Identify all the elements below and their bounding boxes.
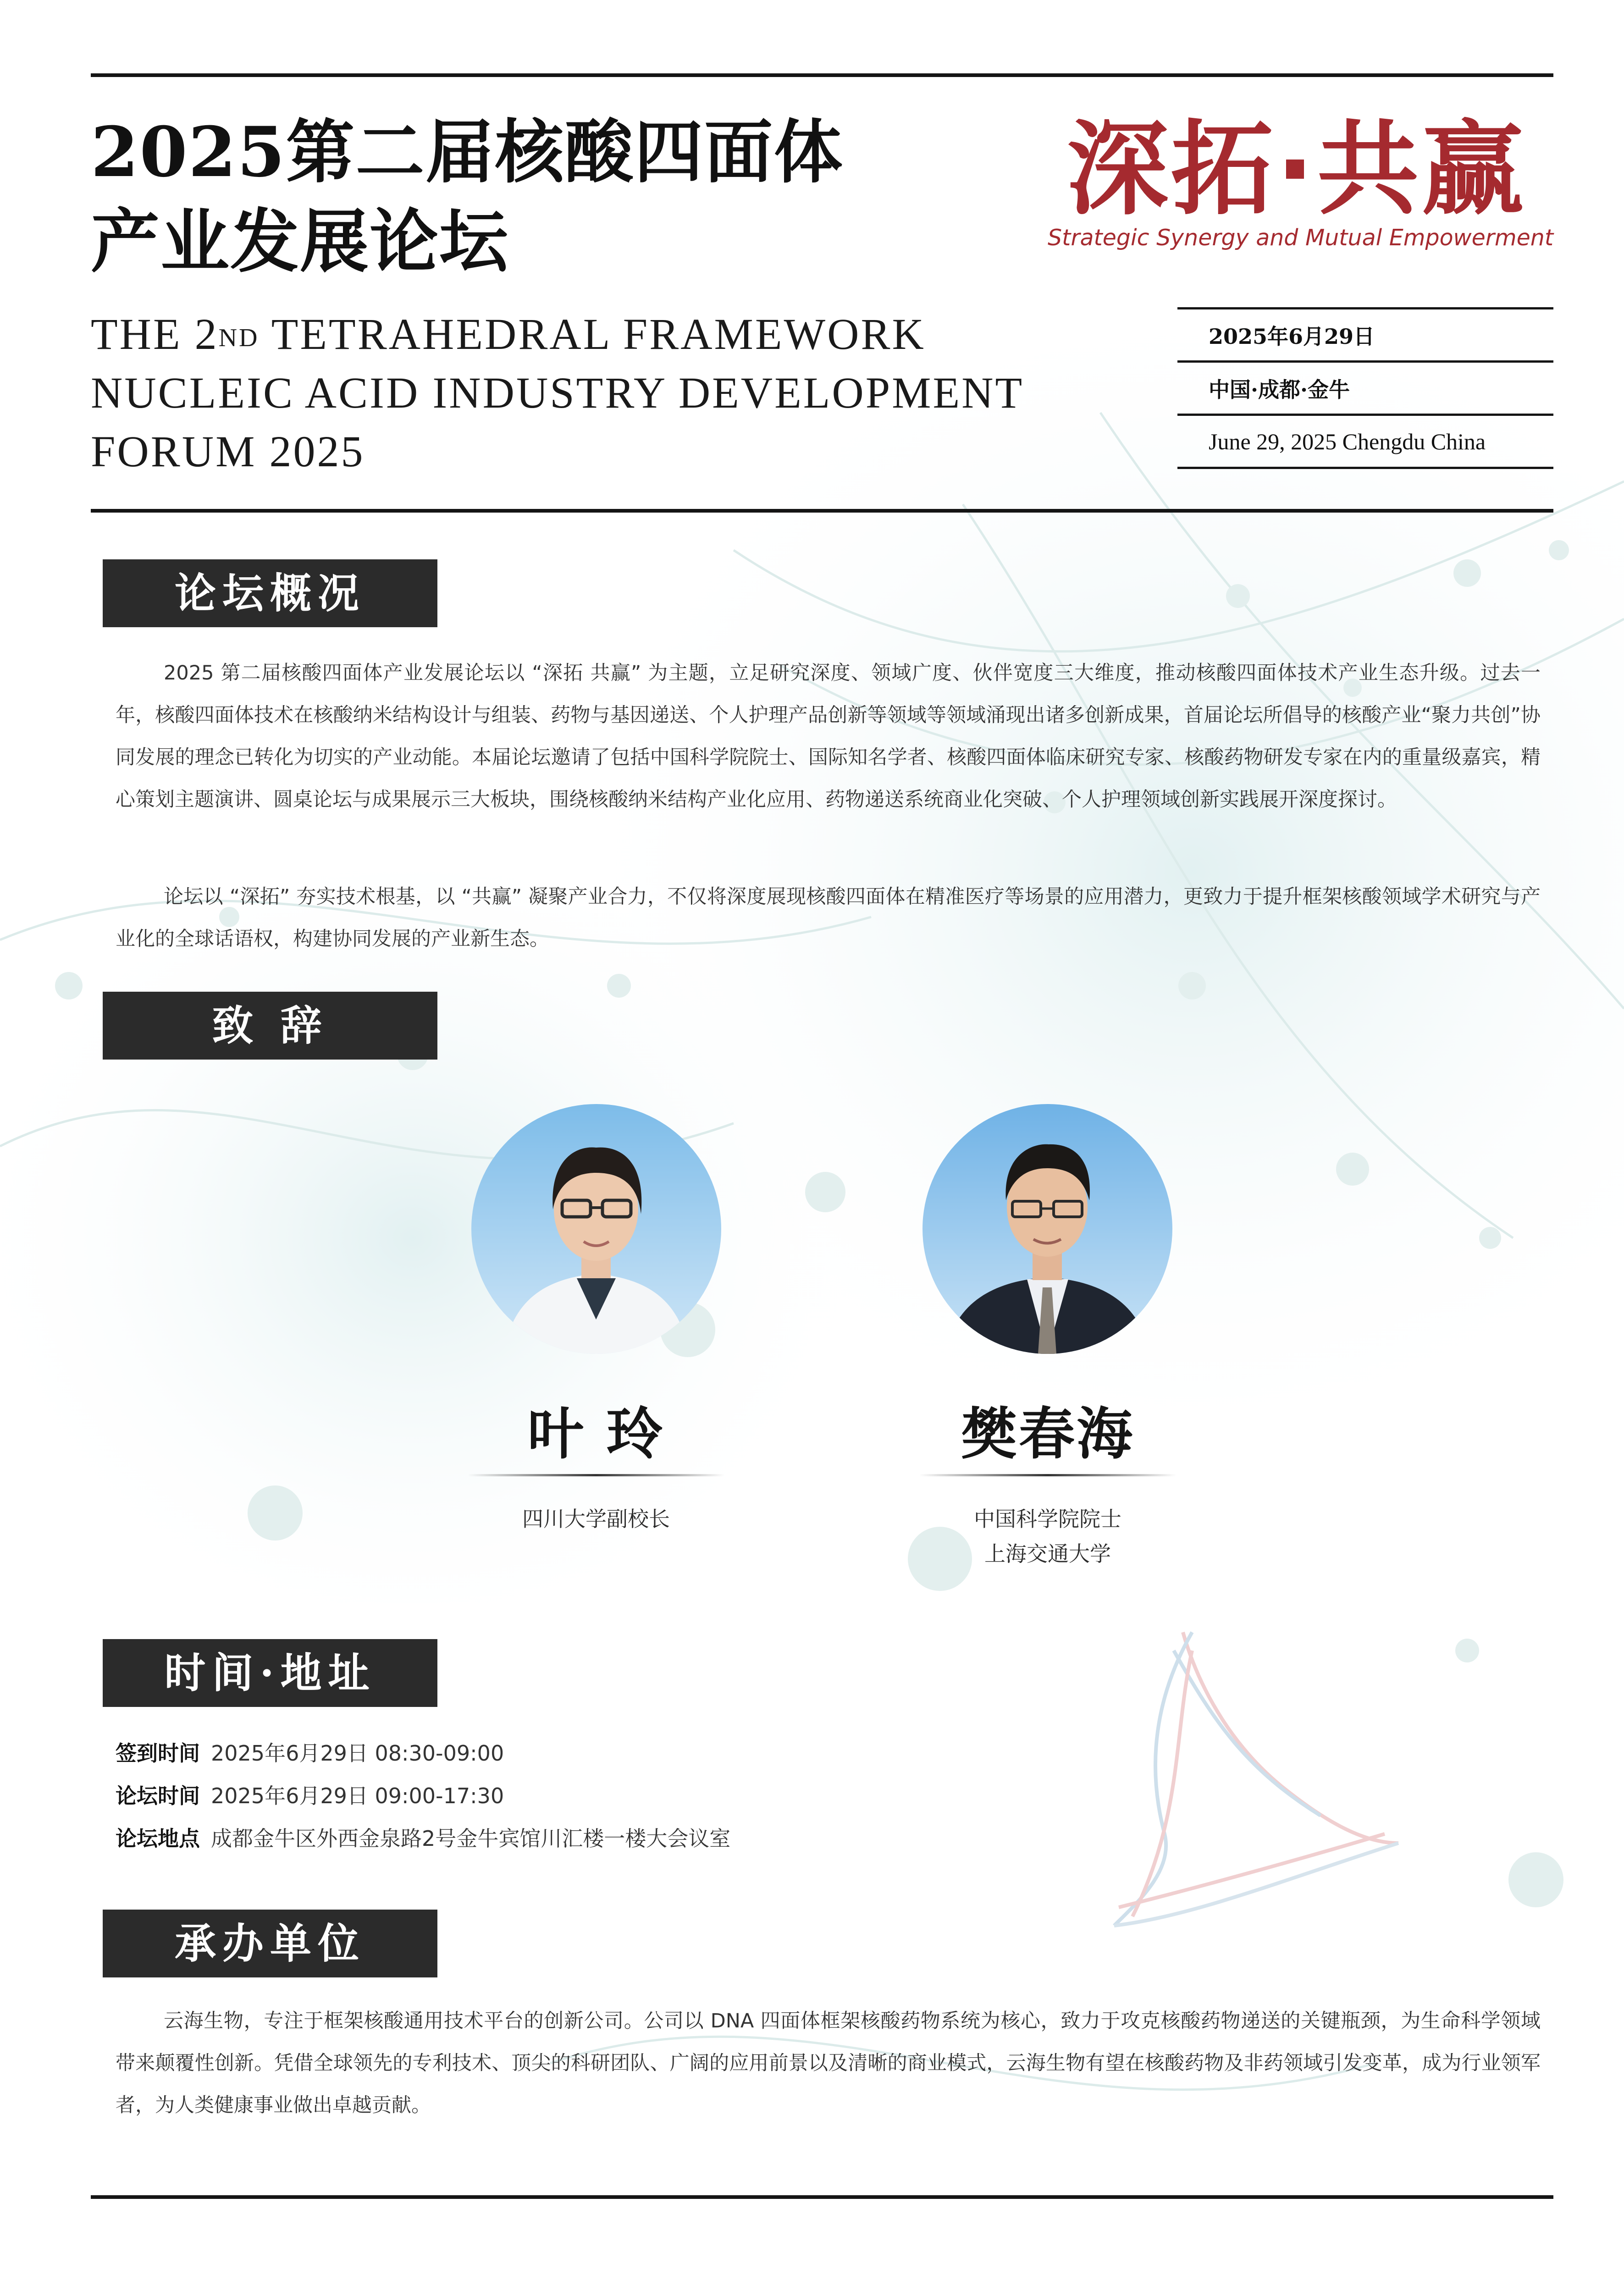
speaker-name: 樊春海 <box>961 1401 1134 1467</box>
speaker-name: 叶 玲 <box>527 1401 665 1467</box>
header-bottom-rule <box>91 509 1553 513</box>
speaker-divider <box>468 1474 724 1476</box>
forum-title-cn-line2: 产业发展论坛 <box>91 201 509 282</box>
section-heading-speech: 致 辞 <box>103 992 437 1060</box>
overview-paragraph-1: 2025 第二届核酸四面体产业发展论坛以 “深拓 共赢” 为主题，立足研究深度、领域广度、伙伴宽度三大维度，推动核酸四面体技术产业生态升级。过去一年，核酸四面体技术在核酸纳米结构设计与组装、药物与基因递送、个人护理产品创新等领域等领域涌现出诸多创新成果，首届论坛所倡导的核酸产业“聚力共创”协同发展的理念已转化为切实的产业动能。本届论坛邀请了包括中国科学院院士、国际知名学者、核酸四面体临床研究专家、核酸药物研发专家在内的重量级嘉宾，精心策划主题演讲、圆桌论坛与成果展示三大板块，围绕核酸纳米结构产业化应用、药物递送系统商业化突破、个人护理领域创新实践展开深度探讨。 <box>116 662 1541 811</box>
schedule-label: 签到时间 <box>116 1741 200 1766</box>
section-heading-organizer: 承办单位 <box>103 1910 437 1977</box>
schedule-row <box>116 1775 730 1817</box>
schedule-value: 2025年6月29日 08:30-09:00 <box>211 1741 504 1766</box>
schedule-label: 论坛地点 <box>116 1826 200 1851</box>
speaker-portrait-ye-ling <box>471 1104 721 1354</box>
section-heading-overview: 论坛概况 <box>103 559 437 627</box>
slogan-en: Strategic Synergy and Mutual Empowerment <box>1048 225 1554 251</box>
speaker-portrait-fan-chunhai <box>922 1104 1172 1354</box>
forum-title-en <box>91 305 1024 481</box>
schedule-row <box>116 1817 730 1860</box>
forum-title-en-line2: NUCLEIC ACID INDUSTRY DEVELOPMENT <box>91 368 1024 417</box>
forum-title-en-line1: THE 2ND TETRAHEDRAL FRAMEWORK <box>91 309 926 359</box>
forum-title-cn <box>91 108 843 287</box>
top-rule <box>91 73 1553 77</box>
speaker-title <box>919 1502 1176 1571</box>
footer-rule <box>91 2195 1553 2199</box>
schedule-row <box>116 1732 730 1775</box>
overview-paragraph-2: 论坛以 “深拓” 夯实技术根基，以 “共赢” 凝聚产业合力，不仅将深度展现核酸四面体在精准医疗等场景的应用潜力，更致力于提升框架核酸领域学术研究与产业化的全球话语权，构建协同发展的产业新生态。 <box>116 885 1541 950</box>
schedule-value: 2025年6月29日 09:00-17:30 <box>211 1784 504 1808</box>
slogan-cn: 深拓·共赢 <box>1066 110 1526 229</box>
schedule-value: 成都金牛区外西金泉路2号金牛宾馆川汇楼一楼大会议室 <box>211 1826 731 1851</box>
date-location-box <box>1177 307 1553 469</box>
location-cn: 中国·成都·金牛 <box>1177 360 1553 414</box>
speaker-title-line2: 上海交通大学 <box>984 1541 1111 1566</box>
forum-title-en-line3: FORUM 2025 <box>91 427 365 476</box>
speaker-title-line1: 中国科学院院士 <box>974 1507 1121 1531</box>
date-cn: 2025年6月29日 <box>1177 307 1553 360</box>
forum-title-cn-line1: 2025第二届核酸四面体 <box>91 112 844 193</box>
schedule-list <box>116 1732 730 1860</box>
schedule-label: 论坛时间 <box>116 1784 200 1808</box>
date-location-en: June 29, 2025 Chengdu China <box>1177 414 1553 467</box>
speaker-title: 四川大学副校长 <box>522 1507 670 1531</box>
organizer-paragraph: 云海生物，专注于框架核酸通用技术平台的创新公司。公司以 DNA 四面体框架核酸药物系统为核心，致力于攻克核酸药物递送的关键瓶颈，为生命科学领域带来颠覆性创新。凭借全球领先的专利技术、顶尖的科研团队、广阔的应用前景以及清晰的商业模式，云海生物有望在核酸药物及非药领域引发变革，成为行业领军者，为人类健康事业做出卓越贡献。 <box>116 2010 1541 2117</box>
section-heading-time-place: 时间·地址 <box>103 1639 437 1707</box>
speaker-divider <box>919 1474 1176 1476</box>
